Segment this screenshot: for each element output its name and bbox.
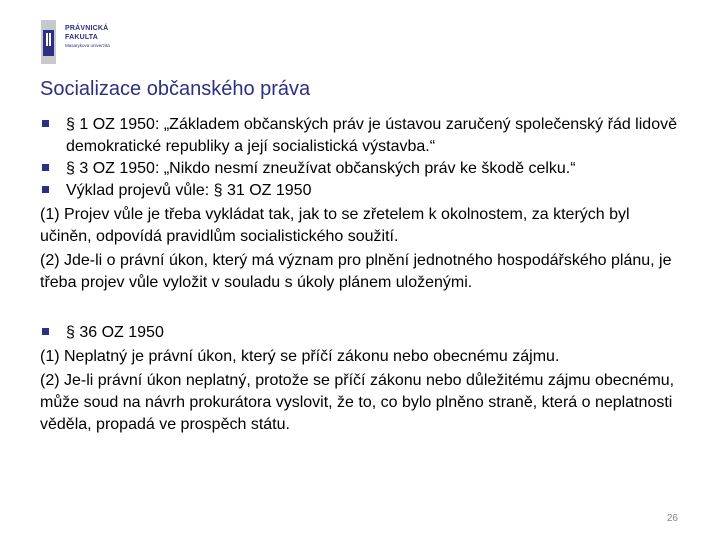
spacer <box>40 294 680 322</box>
page-number: 26 <box>666 513 678 524</box>
bullet-text: § 1 OZ 1950: „Základem občanských práv je ústavou zaručený společenský řád lidově demokratické republiky a její socialistická výstavba.“ <box>66 116 677 155</box>
paragraph: (1) Projev vůle je třeba vykládat tak, jak to se zřetelem k okolnostem, za kterých byl učiněn, odpovídá pravidlům socialistického soužití. <box>40 206 630 245</box>
logo-text <box>65 24 185 50</box>
bullet-square-icon <box>42 328 49 335</box>
logo-line-1: PRÁVNICKÁ <box>65 25 109 32</box>
bullet-text: Výklad projevů vůle: § 31 OZ 1950 <box>66 182 312 199</box>
bullet-square-icon <box>42 186 49 193</box>
bullet-item <box>40 180 680 202</box>
bullet-item <box>40 158 680 180</box>
logo-line-2: FAKULTA <box>65 34 99 41</box>
logo-emblem-icon <box>43 30 54 56</box>
logo-line-3: Masarykova univerzita <box>65 43 110 48</box>
bullet-item <box>40 322 680 344</box>
paragraph: (2) Je-li právní úkon neplatný, protože se příčí zákonu nebo důležitému zájmu obecnému, může soud na návrh prokurátora vyslovit, že to, co bylo plněno straně, která o neplatnosti věděla, propadá ve prospěch státu. <box>40 372 675 433</box>
slide-content <box>40 114 680 436</box>
paragraph: (1) Neplatný je právní úkon, který se příčí zákonu nebo obecnému zájmu. <box>40 348 560 365</box>
slide-title: Socializace občanského práva <box>40 78 311 100</box>
bullet-square-icon <box>42 120 49 127</box>
bullet-item <box>40 114 680 158</box>
bullet-text: § 3 OZ 1950: „Nikdo nesmí zneužívat občanských práv ke škodě celku.“ <box>66 160 576 177</box>
bullet-square-icon <box>42 164 49 171</box>
paragraph: (2) Jde-li o právní úkon, který má význam pro plnění jednotného hospodářského plánu, je třeba projev vůle vyložit v souladu s úkoly plánem uloženými. <box>40 252 672 291</box>
bullet-text: § 36 OZ 1950 <box>66 324 164 341</box>
